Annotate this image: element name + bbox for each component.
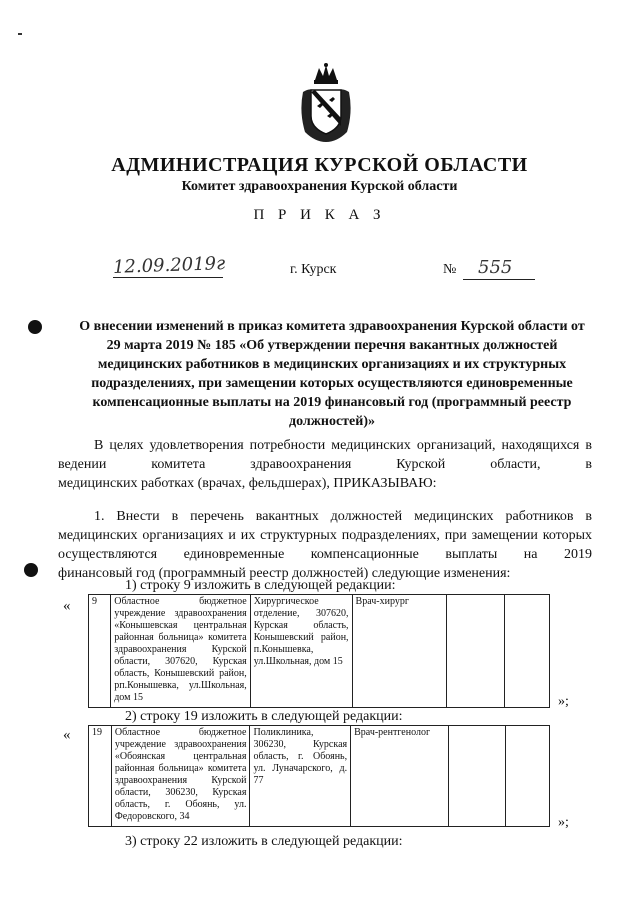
- organization-cell: Областное бюджетное учреждение здравоохранения «Обоянская центральная районная больница» комитета здравоохранения Курской области, 306230, Курская область, г. Обоянь, ул. Федоровского, 34: [111, 726, 250, 827]
- subitem-3-heading: 3) строку 22 изложить в следующей редакции:: [125, 834, 403, 849]
- open-quote: «: [63, 727, 71, 743]
- subitem-1-heading: 1) строку 9 изложить в следующей редакции:: [125, 578, 396, 593]
- open-quote: «: [63, 598, 71, 614]
- registry-row-table: [88, 594, 550, 708]
- paragraph-point-1-last-line: финансовый год (программный реестр должностей) следующие изменения:: [58, 566, 511, 581]
- order-subject: О внесении изменений в приказ комитета здравоохранения Курской области от 29 марта 2019 № 185 «Об утверждении перечня вакантных должностей медицинских работников в медицинских организациях и их структурных подразделениях, при замещении которых осуществляются единовременные компенсационные выплаты на 2019 финансовый год (программный реестр должностей)»: [79, 319, 585, 429]
- division-cell: Хирургическое отделение, 307620, Курская область, Конышевский район, п.Конышевка, ул.Школьная, дом 15: [250, 595, 352, 708]
- paragraph-purpose: [58, 436, 592, 474]
- paragraph-purpose-last-line: медицинских работках (врачах, фельдшерах), ПРИКАЗЫВАЮ:: [58, 476, 437, 491]
- punch-hole-mark: [24, 563, 38, 577]
- position-cell: Врач-рентгенолог: [351, 726, 449, 827]
- paragraph-point-1-text: 1. Внести в перечень вакантных должностей медицинских работников в медицинских организациях и их структурных подразделениях, при замещении которых осуществляются единовременные компенсационные выплаты на 2019: [58, 509, 592, 562]
- paragraph-purpose-text: В целях удовлетворения потребности медицинских организаций, находящихся в ведении комитета здравоохранения Курской области, в: [58, 438, 592, 472]
- empty-cell: [447, 595, 505, 708]
- committee-subtitle: Комитет здравоохранения Курской области: [181, 179, 458, 194]
- paragraph-point-1: [58, 507, 592, 564]
- registry-row-table: [88, 725, 550, 827]
- empty-cell: [506, 726, 550, 827]
- organization-title: АДМИНИСТРАЦИЯ КУРСКОЙ ОБЛАСТИ: [111, 154, 528, 176]
- scan-speck: [18, 33, 22, 35]
- coat-of-arms-emblem: [297, 62, 355, 144]
- close-quote: »;: [558, 694, 569, 709]
- empty-cell: [505, 595, 550, 708]
- row-number-cell: 19: [89, 726, 112, 827]
- order-date: 12.09.2019г: [112, 253, 226, 278]
- document-type-heading: П Р И К А З: [253, 207, 386, 223]
- row-number-cell: 9: [89, 595, 111, 708]
- close-quote: »;: [558, 815, 569, 830]
- date-underline: [113, 277, 223, 278]
- division-cell: Поликлиника, 306230, Курская область, г. Обоянь, ул. Луначарского, д. 77: [250, 726, 351, 827]
- punch-hole-mark: [28, 320, 42, 334]
- order-number: 555: [478, 257, 513, 278]
- number-underline: [463, 279, 535, 280]
- position-cell: Врач-хирург: [352, 595, 447, 708]
- order-city: г. Курск: [290, 262, 337, 277]
- table-row: [89, 726, 550, 827]
- empty-cell: [448, 726, 505, 827]
- subitem-2-heading: 2) строку 19 изложить в следующей редакции:: [125, 709, 403, 724]
- organization-cell: Областное бюджетное учреждение здравоохранения «Конышевская центральная районная больница» комитета здравоохранения Курской области, 307620, Курская область, Конышевский район, рп.Конышевка, ул.Школьная, дом 15: [111, 595, 251, 708]
- table-row: [89, 595, 550, 708]
- order-number-label: №: [443, 262, 457, 277]
